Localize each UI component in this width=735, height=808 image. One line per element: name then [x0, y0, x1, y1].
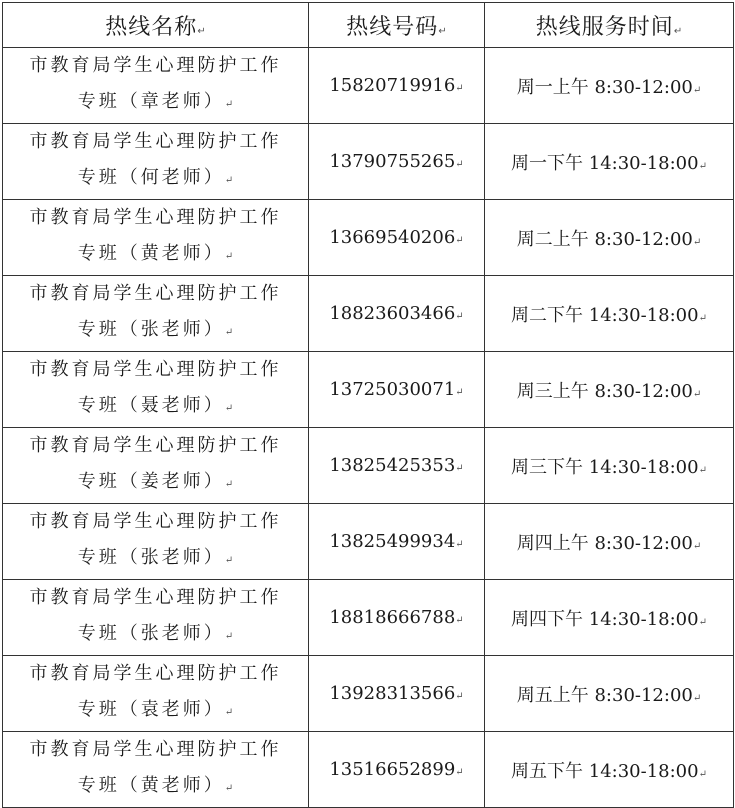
service-time: 周三下午 14:30-18:00	[511, 456, 699, 478]
hotline-name-line2-text: 专班（聂老师）	[77, 395, 225, 416]
paragraph-mark-icon: ↵	[224, 783, 234, 794]
hotline-name-line2	[3, 540, 308, 579]
hotline-name-line2	[3, 236, 308, 275]
hotline-number: 13825499934	[329, 531, 456, 552]
service-time-cell	[485, 504, 734, 580]
paragraph-mark-icon: ↵	[224, 99, 234, 110]
hotline-name-line2	[3, 312, 308, 351]
hotline-name-line2-text: 专班（姜老师）	[77, 471, 225, 492]
service-time: 周五下午 14:30-18:00	[511, 760, 699, 782]
table-row	[3, 200, 734, 276]
hotline-name-line2-text: 专班（张老师）	[77, 623, 225, 644]
hotline-number-cell	[309, 580, 485, 656]
header-service-time-text: 热线服务时间	[535, 14, 674, 40]
paragraph-mark-icon: ↵	[455, 615, 464, 626]
hotline-name-line2	[3, 768, 308, 807]
hotline-number: 13669540206	[329, 227, 456, 248]
hotline-name-cell	[3, 352, 309, 428]
service-time: 周四上午 8:30-12:00	[516, 532, 693, 554]
table-row	[3, 276, 734, 352]
hotline-name-cell	[3, 428, 309, 504]
table-row	[3, 352, 734, 428]
table-row	[3, 504, 734, 580]
service-time-cell	[485, 200, 734, 276]
hotline-name-line1: 市教育局学生心理防护工作	[29, 359, 282, 380]
paragraph-mark-icon: ↵	[698, 160, 707, 172]
paragraph-mark-icon: ↵	[224, 175, 234, 186]
paragraph-mark-icon: ↵	[224, 403, 234, 414]
service-time: 周四下午 14:30-18:00	[511, 608, 699, 630]
paragraph-mark-icon: ↵	[698, 616, 707, 628]
paragraph-mark-icon: ↵	[455, 387, 464, 398]
paragraph-mark-icon: ↵	[692, 388, 702, 400]
hotline-number: 18823603466	[329, 303, 456, 324]
service-time: 周一上午 8:30-12:00	[516, 76, 693, 98]
hotline-number: 18818666788	[329, 607, 456, 628]
hotline-name-cell	[3, 124, 309, 200]
hotline-number-cell	[309, 124, 485, 200]
hotline-name-line1: 市教育局学生心理防护工作	[29, 55, 282, 76]
header-hotline-name-text: 热线名称	[105, 14, 198, 40]
hotline-number-cell	[309, 732, 485, 808]
hotline-name-line1: 市教育局学生心理防护工作	[29, 739, 282, 760]
hotline-name-line1: 市教育局学生心理防护工作	[29, 131, 282, 152]
hotline-number-cell	[309, 48, 485, 124]
paragraph-mark-icon: ↵	[455, 767, 464, 778]
paragraph-mark-icon: ↵	[455, 539, 464, 550]
service-time-cell	[485, 656, 734, 732]
paragraph-mark-icon: ↵	[698, 768, 707, 780]
paragraph-mark-icon: ↵	[673, 25, 683, 37]
hotline-name-line2	[3, 84, 308, 123]
service-time: 周二上午 8:30-12:00	[516, 228, 693, 250]
hotline-name-line2-text: 专班（黄老师）	[77, 243, 225, 264]
table-row	[3, 428, 734, 504]
paragraph-mark-icon: ↵	[698, 312, 707, 324]
service-time-cell	[485, 276, 734, 352]
table-body	[3, 48, 734, 808]
hotline-name-line1: 市教育局学生心理防护工作	[29, 511, 282, 532]
hotline-name-line2	[3, 160, 308, 199]
paragraph-mark-icon: ↵	[438, 25, 447, 37]
hotline-name-cell	[3, 504, 309, 580]
service-time-cell	[485, 352, 734, 428]
paragraph-mark-icon: ↵	[455, 311, 464, 322]
header-service-time	[485, 3, 734, 48]
table-row	[3, 124, 734, 200]
hotline-table	[2, 2, 734, 808]
service-time: 周三上午 8:30-12:00	[516, 380, 693, 402]
hotline-name-cell	[3, 656, 309, 732]
paragraph-mark-icon: ↵	[224, 479, 234, 490]
hotline-name-cell	[3, 276, 309, 352]
hotline-name-cell	[3, 732, 309, 808]
table-row	[3, 732, 734, 808]
hotline-name-line2	[3, 388, 308, 427]
header-hotline-name	[3, 3, 309, 48]
table-row	[3, 580, 734, 656]
service-time-cell	[485, 428, 734, 504]
hotline-number-cell	[309, 200, 485, 276]
service-time-cell	[485, 124, 734, 200]
hotline-number: 13790755265	[329, 151, 456, 172]
hotline-name-line1: 市教育局学生心理防护工作	[29, 207, 282, 228]
header-hotline-number	[309, 3, 485, 48]
hotline-name-line2-text: 专班（何老师）	[77, 167, 225, 188]
hotline-name-line2-text: 专班（章老师）	[77, 91, 225, 112]
hotline-number: 13725030071	[329, 379, 456, 400]
header-row	[3, 3, 734, 48]
hotline-name-line2-text: 专班（张老师）	[77, 319, 225, 340]
paragraph-mark-icon: ↵	[692, 540, 702, 552]
table-row	[3, 48, 734, 124]
paragraph-mark-icon: ↵	[455, 235, 464, 246]
table-header	[3, 3, 734, 48]
paragraph-mark-icon: ↵	[455, 159, 464, 170]
paragraph-mark-icon: ↵	[692, 692, 702, 704]
hotline-number: 13928313566	[329, 683, 456, 704]
paragraph-mark-icon: ↵	[224, 327, 234, 338]
hotline-number-cell	[309, 656, 485, 732]
hotline-name-line1: 市教育局学生心理防护工作	[29, 435, 282, 456]
paragraph-mark-icon: ↵	[698, 464, 707, 476]
hotline-name-cell	[3, 48, 309, 124]
paragraph-mark-icon: ↵	[455, 83, 464, 94]
hotline-name-cell	[3, 200, 309, 276]
hotline-name-line2-text: 专班（黄老师）	[77, 775, 225, 796]
paragraph-mark-icon: ↵	[692, 236, 702, 248]
header-hotline-number-text: 热线号码	[346, 14, 439, 40]
hotline-name-line2-text: 专班（张老师）	[77, 547, 225, 568]
paragraph-mark-icon: ↵	[224, 555, 234, 566]
hotline-name-cell	[3, 580, 309, 656]
paragraph-mark-icon: ↵	[692, 84, 702, 96]
service-time: 周一下午 14:30-18:00	[511, 152, 699, 174]
table-row	[3, 656, 734, 732]
hotline-name-line2-text: 专班（袁老师）	[77, 699, 225, 720]
service-time: 周二下午 14:30-18:00	[511, 304, 699, 326]
service-time-cell	[485, 48, 734, 124]
hotline-number: 13825425353	[329, 455, 456, 476]
paragraph-mark-icon: ↵	[224, 631, 234, 642]
hotline-number-cell	[309, 276, 485, 352]
paragraph-mark-icon: ↵	[455, 463, 464, 474]
hotline-name-line1: 市教育局学生心理防护工作	[29, 587, 282, 608]
hotline-name-line2	[3, 616, 308, 655]
paragraph-mark-icon: ↵	[455, 691, 464, 702]
paragraph-mark-icon: ↵	[224, 251, 234, 262]
hotline-name-line2	[3, 692, 308, 731]
hotline-number-cell	[309, 428, 485, 504]
service-time-cell	[485, 580, 734, 656]
hotline-number: 13516652899	[329, 759, 456, 780]
hotline-number-cell	[309, 352, 485, 428]
hotline-name-line1: 市教育局学生心理防护工作	[29, 283, 282, 304]
hotline-name-line1: 市教育局学生心理防护工作	[29, 663, 282, 684]
service-time: 周五上午 8:30-12:00	[516, 684, 693, 706]
paragraph-mark-icon: ↵	[197, 25, 206, 37]
hotline-number-cell	[309, 504, 485, 580]
hotline-number: 15820719916	[329, 75, 456, 96]
service-time-cell	[485, 732, 734, 808]
paragraph-mark-icon: ↵	[224, 707, 234, 718]
hotline-name-line2	[3, 464, 308, 503]
